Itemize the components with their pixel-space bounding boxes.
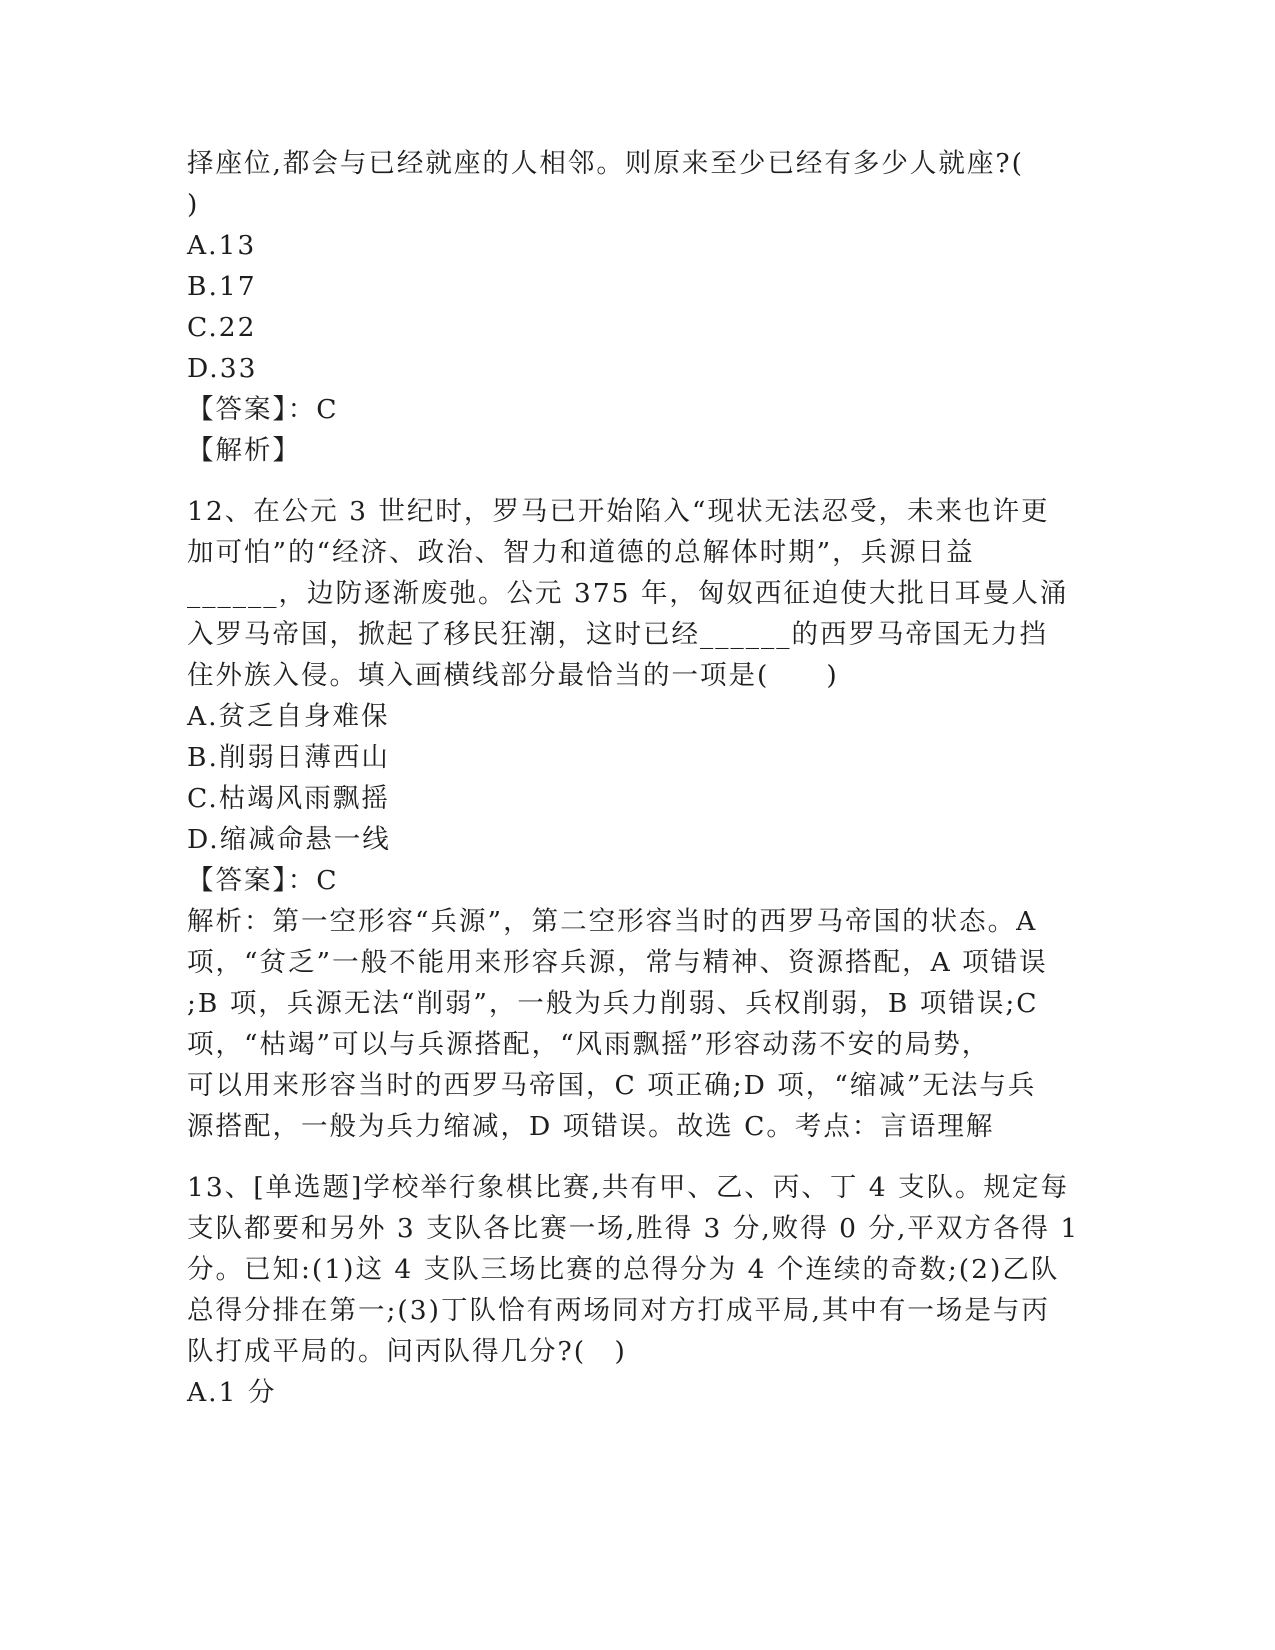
q13-stem-line-4: 总得分排在第一;(3)丁队恰有两场同对方打成平局,其中有一场是与丙 (187, 1295, 1050, 1326)
q12-option-b: B.削弱日薄西山 (187, 742, 390, 773)
q11-stem-line-1: 择座位,都会与已经就座的人相邻。则原来至少已经有多少人就座?( (187, 148, 1024, 179)
q12-analysis-line-3: ;B 项，兵源无法“削弱”，一般为兵力削弱、兵权削弱，B 项错误;C (187, 988, 1039, 1019)
q12-stem-line-5: 住外族入侵。填入画横线部分最恰当的一项是( ) (187, 660, 839, 691)
q11-stem-line-2: ) (187, 189, 200, 220)
q12-option-d: D.缩减命悬一线 (187, 824, 391, 855)
q12-analysis-line-1: 解析：第一空形容“兵源”，第二空形容当时的西罗马帝国的状态。A (187, 906, 1038, 937)
q13-stem-line-3: 分。已知:(1)这 4 支队三场比赛的总得分为 4 个连续的奇数;(2)乙队 (187, 1254, 1060, 1285)
q12-analysis-line-4: 项，“枯竭”可以与兵源搭配，“风雨飘摇”形容动荡不安的局势， (187, 1029, 991, 1060)
q13-option-a: A.1 分 (187, 1377, 277, 1408)
q12-analysis-line-5: 可以用来形容当时的西罗马帝国，C 项正确;D 项，“缩减”无法与兵 (187, 1070, 1037, 1101)
q12-option-c: C.枯竭风雨飘摇 (187, 783, 390, 814)
q11-answer: 【答案】：C (187, 394, 339, 425)
q12-stem-line-2: 加可怕”的“经济、政治、智力和道德的总解体时期”，兵源日益 (187, 537, 975, 568)
q12-stem-line-3: ______，边防逐渐废弛。公元 375 年，匈奴西征迫使大批日耳曼人涌 (187, 578, 1069, 609)
q13-stem-line-5: 队打成平局的。问丙队得几分?( ) (187, 1336, 627, 1367)
q11-option-b: B.17 (187, 271, 257, 302)
q11-option-a: A.13 (187, 230, 257, 261)
q12-stem-line-1: 12、在公元 3 世纪时，罗马已开始陷入“现状无法忍受，未来也许更 (187, 496, 1050, 527)
q12-option-a: A.贫乏自身难保 (187, 701, 390, 732)
q12-answer: 【答案】：C (187, 865, 339, 896)
q12-analysis-line-6: 源搭配，一般为兵力缩减，D 项错误。故选 C。考点：言语理解 (187, 1111, 995, 1142)
q11-option-c: C.22 (187, 312, 257, 343)
q12-stem-line-4: 入罗马帝国，掀起了移民狂潮，这时已经______的西罗马帝国无力挡 (187, 619, 1048, 650)
q12-analysis-line-2: 项，“贫乏”一般不能用来形容兵源，常与精神、资源搭配，A 项错误 (187, 947, 1048, 978)
q13-stem-line-1: 13、[单选题]学校举行象棋比赛,共有甲、乙、丙、丁 4 支队。规定每 (187, 1172, 1070, 1203)
q11-analysis-label: 【解析】 (187, 435, 301, 466)
q11-option-d: D.33 (187, 353, 258, 384)
q13-stem-line-2: 支队都要和另外 3 支队各比赛一场,胜得 3 分,败得 0 分,平双方各得 1 (187, 1213, 1080, 1244)
